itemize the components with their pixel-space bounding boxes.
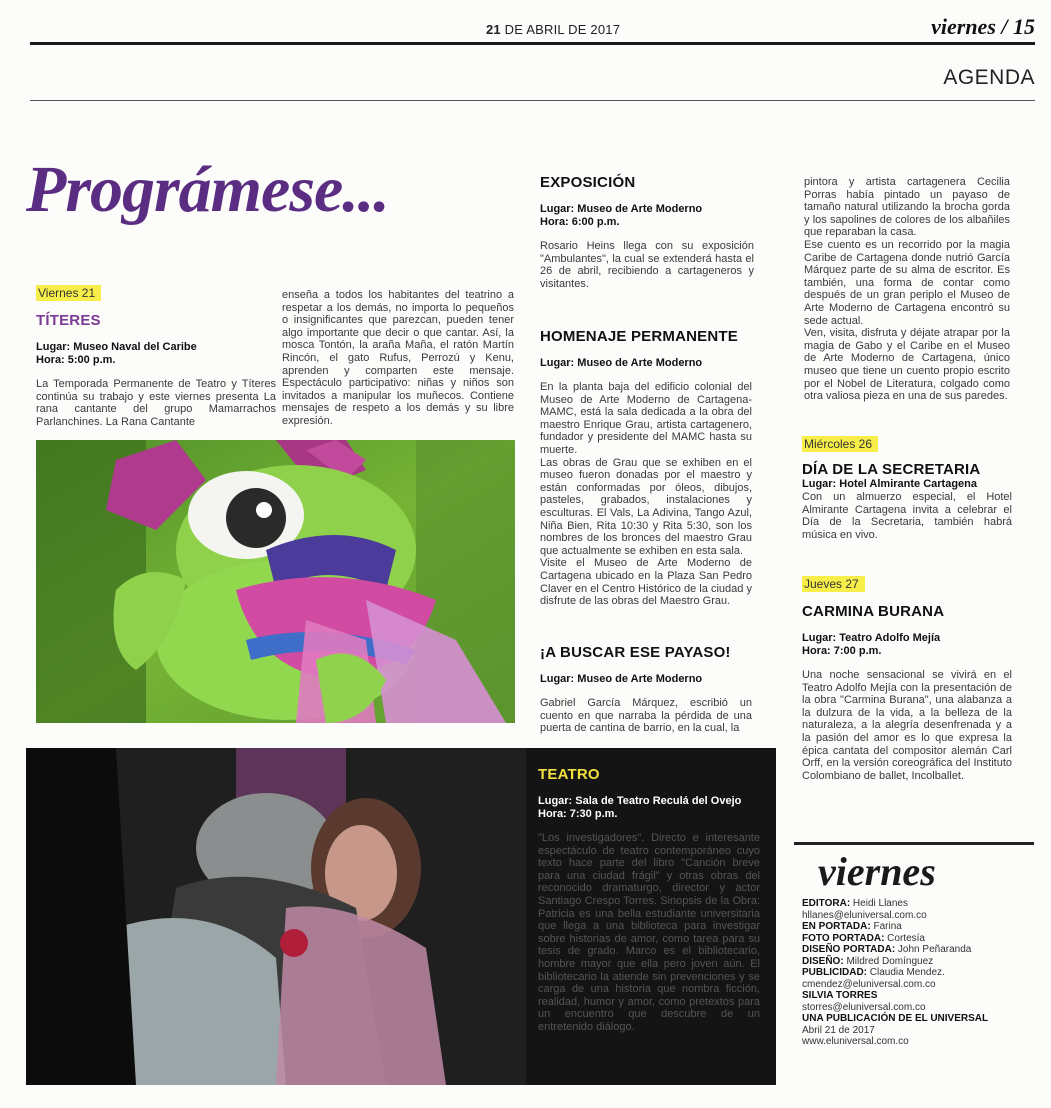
event-title: ¡A BUSCAR ESE PAYASO! (540, 644, 731, 661)
event-text: La Temporada Permanente de Teatro y Títeres continúa su trabajo y este viernes presenta La rana cantante del grupo Mamarrachos Parlanchines. La Rana Cantante (36, 378, 276, 428)
credit-value: storres@eluniversal.com.co (802, 1001, 926, 1013)
event-time: Hora: 7:30 p.m. (538, 808, 618, 820)
credit-line (802, 1002, 1017, 1014)
titeres-text-cont: enseña a todos los habitantes del teatrino a respetar a los demás, no importa lo pequeños o insignificantes que parezcan, pueden tener algo importante que decir o que cantar. Así, la mosca Tontón, la araña Maña, el ratón Martín Rincón, el gato Rufus, Perrozú y Kenu, aprenden y comparten este mensaje. Espectáculo participativo: niñas y niños son invitados a manipular los muñecos. Contiene mensajes de respeto a los demás y su libre expresión. (282, 289, 514, 427)
credit-label: UNA PUBLICACIÓN DE EL UNIVERSAL (802, 1013, 989, 1024)
event-text: Con un almuerzo especial, el Hotel Almirante Cartagena invita a celebrar el Día de la Secretaria, también habrá música en vivo. (802, 491, 1012, 541)
event-text: Las obras de Grau que se exhiben en el museo fueron donadas por el maestro y están conformadas por óleos, dibujos, pasteles, grabados, instalaciones y esculturas. El Vals, La Adivina, Tango Azul, Niña Bien, Rita 10:30 y Rita 5:30, son los nombres de los bronces del maestro Grau que actualmente se exhiben en esta sala. (540, 456, 752, 557)
event-title: TEATRO (538, 766, 600, 783)
credit-value: cmendez@eluniversal.com.co (802, 978, 936, 990)
day-tag: Miércoles 26 (802, 436, 878, 452)
event-text: "Los investigadores". Directo e interesante espectáculo de teatro contemporáneo cuyo texto hace parte del libro "Canción breve para una ciudad frágil" y otras obras del reconocido dramaturgo, director y actor Santiago Crespo Torres. Sinopsis de la Obra: Patricia es una bella estudiante universitaria que llega a una biblioteca para investigar sobre historias de amor, como tarea para su tesis de grado. Marco es el bibliotecario, hombre mayor que ella pero joven aún. El bibliotecario la atiende sin prevenciones y se carga de una historia que nombra ficción, realidad, humor y amor, como pretextos para un encuentro que descubre de un entretenido diálogo. (538, 832, 760, 1033)
credit-value: Heidi Llanes (850, 898, 908, 909)
category-label: AGENDA (943, 66, 1035, 89)
event-text: Ven, visita, disfruta y déjate atrapar por la magia de Gabo y el Caribe en el Museo de Arte Moderno de Cartagena, único museo que tiene un cuento propio escrito por el Nobel de Literatura, colgado como otra valiosa pieza en una de sus paredes. (804, 327, 1010, 403)
credit-line (802, 921, 1017, 933)
event-time: Hora: 7:00 p.m. (802, 645, 882, 657)
credit-line (802, 1036, 1017, 1048)
credit-line (802, 898, 1017, 910)
event-place: Lugar: Museo de Arte Moderno (540, 673, 703, 685)
credit-line (802, 990, 1017, 1002)
event-title: DÍA DE LA SECRETARIA (802, 461, 981, 478)
event-place: Lugar: Hotel Almirante Cartagena (802, 478, 978, 490)
credit-line (802, 979, 1017, 991)
credit-value: Cortesía (884, 932, 925, 944)
credit-value: www.eluniversal.com.co (802, 1036, 909, 1047)
credit-value: hllanes@eluniversal.com.co (802, 909, 927, 921)
viernes-logo: viernes (818, 849, 936, 894)
credit-label: SILVIA TORRES (802, 990, 878, 1001)
credit-label: DISEÑO PORTADA: (802, 944, 896, 955)
event-place: Lugar: Teatro Adolfo Mejía (802, 632, 941, 644)
event-time: Hora: 5:00 p.m. (36, 354, 116, 366)
event-text: Ese cuento es un recorrido por la magia Caribe de Cartagena donde nutrió García Márquez parte de su alma de escritor. Es también, una forma de contar como después de un gran periplo el Museo de Arte Moderno de Cartagena encontró su sede actual. (804, 238, 1010, 327)
event-time: Hora: 6:00 p.m. (540, 216, 620, 228)
payaso-text-cont (804, 176, 1010, 403)
header-rule-agenda (30, 100, 1035, 101)
theater-photo (26, 748, 776, 1085)
event-text: pintora y artista cartagenera Cecilia Porras había pintado un payaso de tamaño natural utilizando la brocha gorda y los sapolines de colores de los albañiles que reparaban la casa. (804, 176, 1010, 239)
event-title: HOMENAJE PERMANENTE (540, 328, 738, 345)
event-title: EXPOSICIÓN (540, 174, 636, 191)
event-title: TÍTERES (36, 312, 101, 329)
credit-label: PUBLICIDAD: (802, 967, 867, 978)
event-text: Una noche sensacional se vivirá en el Teatro Adolfo Mejía con la presentación de la obra "Carmina Burana", una alabanza a la dulzura de la vida, a la belleza de la naturaleza, a la alegría desenfrenada y a la pasión del amor es lo que expresa la épica cantata del compositor alemán Carl Orff, en la versión coreográfica del Instituto Colombiano de ballet, Incolballet. (802, 669, 1012, 782)
event-text: Visite el Museo de Arte Moderno de Cartagena ubicado en la Plaza San Pedro Claver en el Centro Histórico de la ciudad y disfrute de las obras del Maestro Grau. (540, 557, 752, 608)
credits-rule (794, 842, 1034, 845)
credits-list (802, 898, 1017, 1048)
issue-date: 21 DE ABRIL DE 2017 (486, 22, 621, 37)
event-text: Rosario Heins llega con su exposición "Ambulantes", la cual se extenderá hasta el 26 de abril, recibiendo a cartageneros y visitantes. (540, 240, 754, 290)
exposicion-block (540, 174, 754, 290)
day-tag: Jueves 27 (802, 576, 865, 592)
page-headline: Prográmese... (26, 153, 389, 226)
titeres-block (36, 284, 276, 428)
event-place: Lugar: Museo de Arte Moderno (540, 203, 703, 215)
credit-line (802, 956, 1017, 968)
credit-label: DISEÑO: (802, 955, 844, 967)
payaso-block (540, 644, 752, 735)
event-title: CARMINA BURANA (802, 603, 945, 620)
credit-line (802, 1013, 1017, 1025)
credit-value: Claudia Mendez. (867, 967, 945, 978)
event-text: Gabriel García Márquez, escribió un cuento en que narraba la pérdida de una puerta de cantina de barrio, en la cual, la (540, 697, 752, 735)
credit-line (802, 933, 1017, 945)
credit-label: EN PORTADA: (802, 921, 871, 932)
credit-value: Abril 21 de 2017 (802, 1024, 875, 1036)
teatro-block (538, 766, 760, 1034)
event-place: Lugar: Museo de Arte Moderno (540, 357, 703, 369)
credit-line (802, 910, 1017, 922)
secretaria-block (802, 435, 1012, 541)
credit-label: EDITORA: (802, 898, 851, 909)
carmina-block (802, 575, 1012, 782)
credit-value: John Peñaranda (895, 944, 972, 955)
credit-line (802, 1025, 1017, 1037)
credit-line (802, 944, 1017, 956)
event-text: En la planta baja del edificio colonial del Museo de Arte Moderno de Cartagena-MAMC, está la sala dedicada a la obra del maestro Enrique Grau, artista cartagenero, fundador y presidente del MAMC hasta su muerte. (540, 381, 752, 456)
event-place: Lugar: Sala de Teatro Reculá del Ovejo (538, 795, 742, 807)
homenaje-block (540, 328, 752, 608)
section-title: viernes / 15 (931, 14, 1035, 39)
credit-line (802, 967, 1017, 979)
header-rule-top (30, 42, 1035, 45)
day-tag: Viernes 21 (36, 285, 101, 301)
frog-puppet-photo (36, 440, 515, 723)
credit-value: Farina (870, 921, 902, 932)
credit-value: Mildred Domínguez (843, 955, 934, 967)
event-place: Lugar: Museo Naval del Caribe (36, 341, 197, 353)
credit-label: FOTO PORTADA: (802, 932, 885, 944)
